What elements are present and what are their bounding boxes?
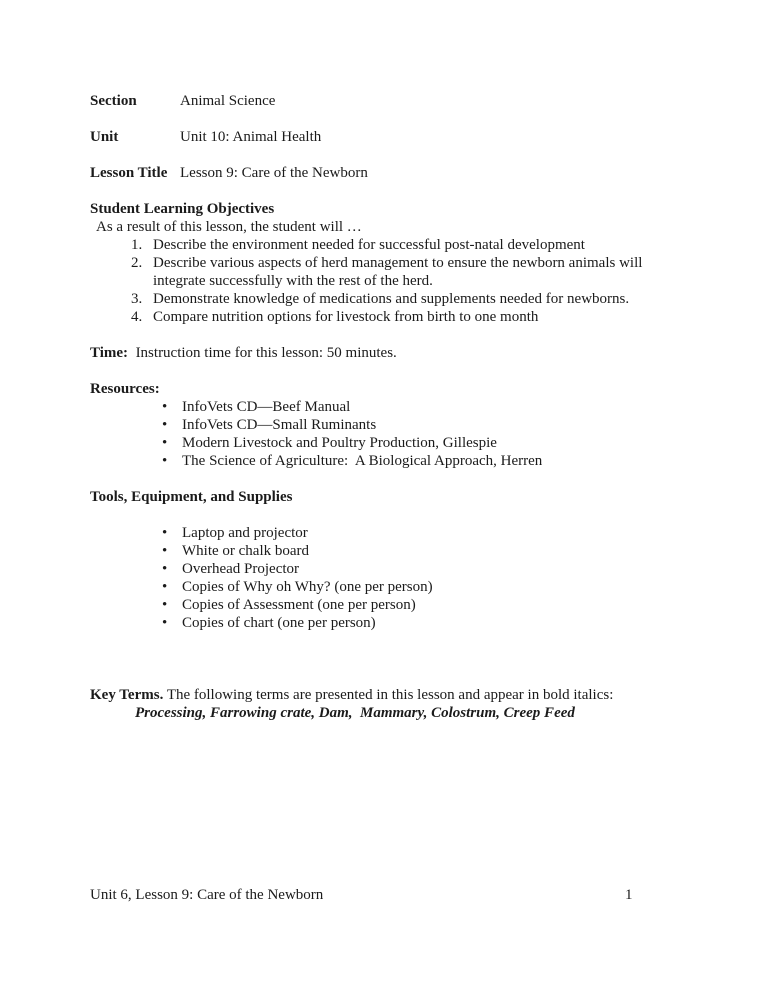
list-item	[162, 452, 678, 470]
time-text: Instruction time for this lesson: 50 minutes.	[128, 345, 397, 361]
bullet-icon: •	[162, 417, 168, 433]
list-item-text: Demonstrate knowledge of medications and supplements needed for newborns.	[153, 291, 630, 307]
bullet-icon: •	[162, 525, 168, 541]
bullet-icon: •	[162, 435, 168, 451]
objectives-list	[131, 236, 678, 326]
list-item	[131, 254, 678, 290]
footer-text: Unit 6, Lesson 9: Care of the Newborn	[90, 887, 324, 903]
page-number: 1	[625, 887, 633, 903]
field-lesson-title	[90, 164, 678, 182]
list-item-text: Compare nutrition options for livestock from birth to one month	[153, 309, 539, 325]
list-item-number: 4.	[131, 309, 143, 325]
bullet-icon: •	[162, 543, 168, 559]
field-unit-label: Unit	[90, 129, 119, 145]
key-terms-text: The following terms are presented in this lesson and appear in bold italics:	[163, 687, 614, 703]
tools-list	[162, 524, 678, 632]
objectives-heading: Student Learning Objectives	[90, 201, 275, 217]
time-label: Time:	[90, 345, 129, 361]
list-item-number: 3.	[131, 291, 143, 307]
page-footer	[0, 886, 768, 904]
list-item	[162, 434, 678, 452]
key-terms-paragraph	[90, 686, 678, 722]
key-terms-list: Processing, Farrowing crate, Dam, Mammary, Colostrum, Creep Feed	[135, 705, 575, 721]
key-terms-label: Key Terms.	[90, 687, 164, 703]
field-section-label: Section	[90, 93, 137, 109]
time-paragraph	[90, 344, 678, 362]
list-item-text: Copies of Assessment (one per person)	[182, 597, 416, 613]
bullet-icon: •	[162, 399, 168, 415]
field-unit-value: Unit 10: Animal Health	[180, 129, 322, 145]
bullet-icon: •	[162, 615, 168, 631]
list-item-text: InfoVets CD—Beef Manual	[182, 399, 351, 415]
list-item	[131, 236, 678, 254]
list-item	[162, 560, 678, 578]
list-item-text: The Science of Agriculture: A Biological Approach, Herren	[182, 453, 543, 469]
resources-heading: Resources:	[90, 381, 160, 397]
list-item-text: InfoVets CD—Small Ruminants	[182, 417, 377, 433]
list-item-text: Laptop and projector	[182, 525, 308, 541]
list-item	[162, 596, 678, 614]
list-item-text: Copies of chart (one per person)	[182, 615, 376, 631]
list-item	[162, 542, 678, 560]
field-lesson-title-value: Lesson 9: Care of the Newborn	[180, 165, 368, 181]
list-item	[162, 578, 678, 596]
list-item	[131, 308, 678, 326]
bullet-icon: •	[162, 453, 168, 469]
list-item-text: Overhead Projector	[182, 561, 300, 577]
resources-list	[162, 398, 678, 470]
field-section-value: Animal Science	[180, 93, 276, 109]
list-item	[162, 398, 678, 416]
tools-heading: Tools, Equipment, and Supplies	[90, 489, 293, 505]
list-item-text: White or chalk board	[182, 543, 310, 559]
list-item-number: 1.	[131, 237, 143, 253]
bullet-icon: •	[162, 561, 168, 577]
list-item	[162, 416, 678, 434]
objectives-intro: As a result of this lesson, the student will …	[96, 219, 362, 235]
field-unit	[90, 128, 678, 146]
list-item-text: Describe the environment needed for successful post-natal development	[153, 237, 585, 253]
list-item-text: Describe various aspects of herd management to ensure the newborn animals will integrate successfully with the rest of the herd.	[153, 255, 643, 289]
field-section	[90, 92, 678, 110]
bullet-icon: •	[162, 579, 168, 595]
field-lesson-title-label: Lesson Title	[90, 165, 168, 181]
list-item	[131, 290, 678, 308]
list-item-text: Copies of Why oh Why? (one per person)	[182, 579, 433, 595]
list-item	[162, 524, 678, 542]
list-item-text: Modern Livestock and Poultry Production, Gillespie	[182, 435, 497, 451]
bullet-icon: •	[162, 597, 168, 613]
list-item-number: 2.	[131, 255, 143, 271]
list-item	[162, 614, 678, 632]
